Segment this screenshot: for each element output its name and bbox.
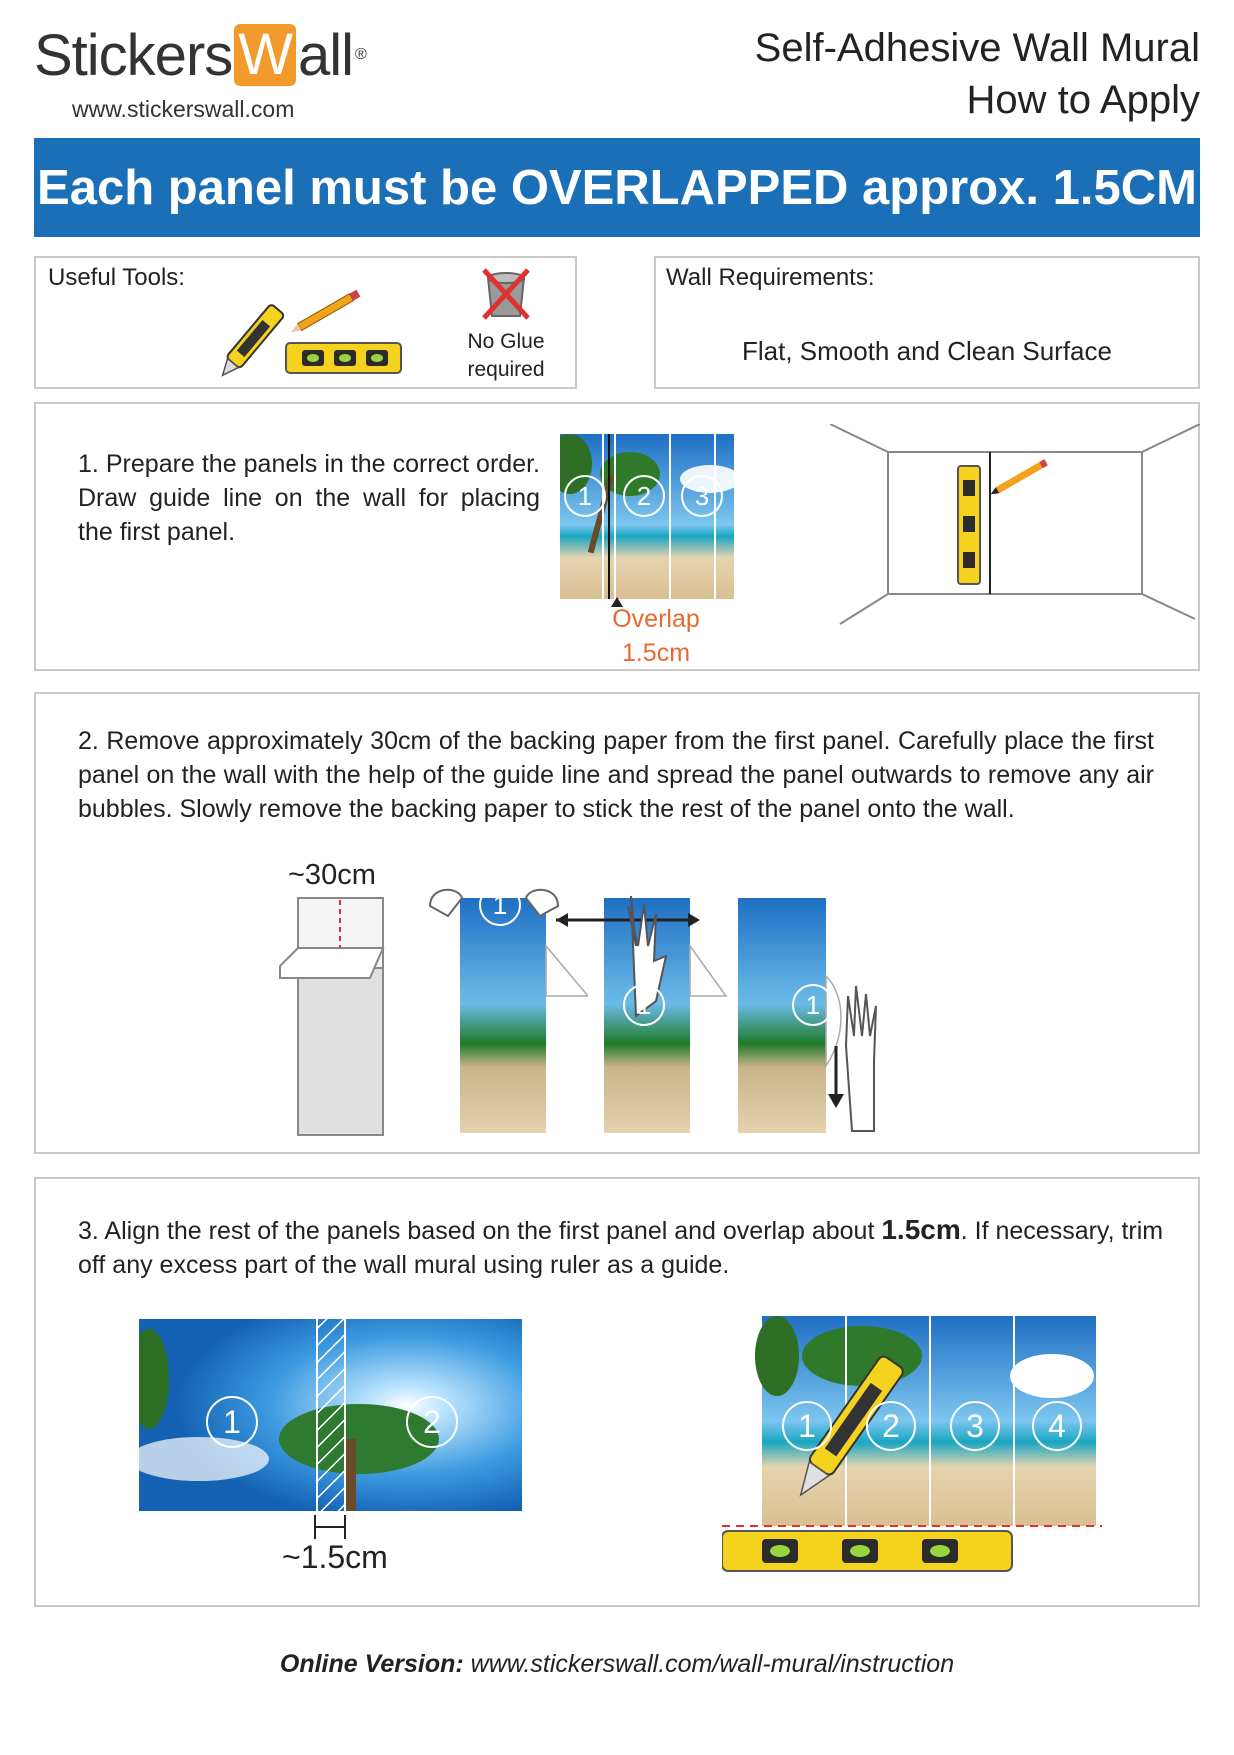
- step-3-text-end: . If necessary, trim off any excess part of the wall mural using ruler as a guide.: [78, 1217, 1164, 1279]
- wall-guide-line-illustration: [830, 424, 1200, 644]
- registered-mark: ®: [355, 46, 366, 63]
- title-line-2: How to Apply: [966, 78, 1200, 122]
- overlap-measure-label: ~1.5cm: [282, 1539, 388, 1575]
- cutter-knife-icon: [216, 304, 285, 381]
- step-2-box: [34, 692, 1200, 1154]
- trim-panel-1-badge: 1: [782, 1401, 832, 1451]
- step3-panel-1-badge: 1: [206, 1396, 258, 1448]
- backing-measure-label: ~30cm: [288, 859, 376, 891]
- no-glue-text: [451, 328, 561, 384]
- two-panel-overlap-image: [139, 1319, 522, 1511]
- step-2-text: 2. Remove approximately 30cm of the backing paper from the first panel. Carefully place the first panel on the wall with the help of the guide line and spread the panel outwards to remove any air bubbles. Slowly remove the backing paper to stick the rest of the panel onto the wall.: [78, 727, 1154, 823]
- overlap-label-line-2: 1.5cm: [621, 639, 691, 667]
- no-glue-icon: [476, 266, 536, 322]
- no-glue-line-2: required: [467, 358, 545, 381]
- step-3-text-bold: 1.5cm: [881, 1214, 961, 1245]
- spirit-level-icon: [286, 343, 401, 373]
- backing-paper-peel-illustration: [268, 894, 388, 1139]
- overlap-label-line-1: Overlap: [612, 605, 700, 633]
- logo-text-right: all: [298, 22, 354, 88]
- overlap-banner: Each panel must be OVERLAPPED approx. 1.5CM: [34, 138, 1200, 237]
- no-glue-line-1: No Glue: [467, 330, 545, 353]
- trim-panel-3-badge: 3: [950, 1401, 1000, 1451]
- logo-text-left: Stickers: [34, 22, 233, 88]
- online-version-label: Online Version:: [279, 1650, 464, 1678]
- useful-tools-label: Useful Tools:: [48, 264, 185, 291]
- trim-panel-4-badge: 4: [1032, 1401, 1082, 1451]
- online-version-footer: [0, 1650, 1234, 1679]
- online-version-url[interactable]: www.stickerswall.com/wall-mural/instruction: [470, 1650, 955, 1678]
- wall-requirements-label: Wall Requirements:: [666, 264, 875, 291]
- step3-panel-2-badge: 2: [406, 1396, 458, 1448]
- trim-panel-2-badge: 2: [866, 1401, 916, 1451]
- logo-w-box: W: [234, 24, 296, 86]
- wall-requirement-text: Flat, Smooth and Clean Surface: [742, 336, 1112, 366]
- step-1-text: 1. Prepare the panels in the correct order. Draw guide line on the wall for placing the first panel.: [78, 450, 540, 546]
- pencil-icon: [289, 290, 361, 336]
- trim-spirit-level-icon: [722, 1531, 1012, 1571]
- brand-logo[interactable]: [34, 20, 366, 90]
- overlap-label: [556, 602, 756, 670]
- step1-panel-3-badge: 3: [681, 475, 723, 517]
- website-link[interactable]: www.stickerswall.com: [72, 96, 295, 122]
- step-3-text: [78, 1213, 1178, 1282]
- panel-1-badge-b: 1: [623, 984, 665, 1026]
- wall-requirements-box: [654, 256, 1200, 389]
- step1-panel-2-badge: 2: [623, 475, 665, 517]
- step-1-box: [34, 402, 1200, 671]
- panel-1-badge-c: 1: [792, 984, 834, 1026]
- overlap-bracket-icon: [313, 1515, 347, 1539]
- level-on-wall-icon: [958, 466, 980, 584]
- step1-panel-1-badge: 1: [564, 475, 606, 517]
- tools-illustration: [206, 288, 406, 388]
- panel-1-badge-a: 1: [479, 884, 521, 926]
- step-3-box: [34, 1177, 1200, 1607]
- useful-tools-box: [34, 256, 577, 389]
- pencil-on-wall-icon: [989, 459, 1048, 497]
- step-3-text-start: 3. Align the rest of the panels based on the first panel and overlap about: [78, 1217, 882, 1245]
- title-line-1: Self-Adhesive Wall Mural: [754, 26, 1200, 70]
- step1-panel-4-badge: 4: [739, 475, 781, 517]
- document-title: [755, 22, 1200, 126]
